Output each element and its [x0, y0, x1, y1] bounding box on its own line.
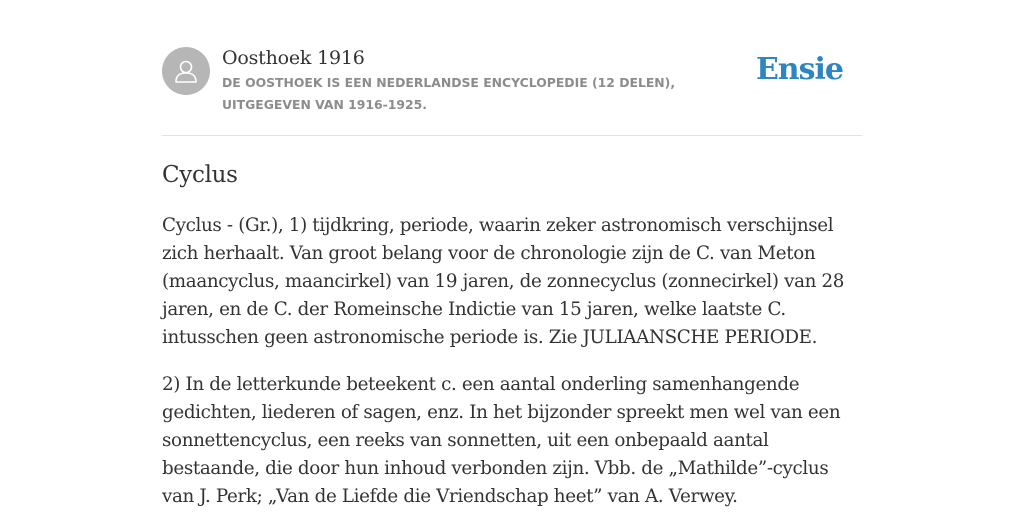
page-content: [162, 0, 862, 507]
article-body: [162, 212, 862, 530]
user-icon: [171, 56, 201, 86]
source-name[interactable]: Oosthoek 1916: [222, 47, 365, 69]
ensie-logo[interactable]: Ensie: [755, 52, 843, 87]
source-avatar[interactable]: [162, 47, 210, 95]
article-title: Cyclus: [162, 162, 238, 188]
article-paragraph: 2) In de letterkunde beteekent c. een aantal onderling samenhangende gedichten, liederen of sagen, enz. In het bijzonder spreekt men wel van een sonnettencyclus, een reeks van sonnetten, uit een onbepaald aantal bestaande, die door hun inhoud verbonden zijn. Vbb. de „Mathilde”-cyclus van J. Perk; „Van de Liefde die Vriendschap heet” van A. Verwey.: [162, 374, 841, 507]
source-header: [162, 0, 862, 136]
source-description: DE OOSTHOEK IS EEN NEDERLANDSE ENCYCLOPEDIE (12 DELEN), UITGEGEVEN VAN 1916-1925.: [222, 75, 676, 112]
article-paragraph: Cyclus - (Gr.), 1) tijdkring, periode, waarin zeker astronomisch verschijnsel zich herhaalt. Van groot belang voor de chronologie zijn de C. van Meton (maancyclus, maancirkel) van 19 jaren, de zonnecyclus (zonnecirkel) van 28 jaren, en de C. der Romeinsche Indictie van 15 jaren, welke laatste C. intusschen geen astronomische periode is. Zie JULIAANSCHE PERIODE.: [162, 215, 845, 348]
